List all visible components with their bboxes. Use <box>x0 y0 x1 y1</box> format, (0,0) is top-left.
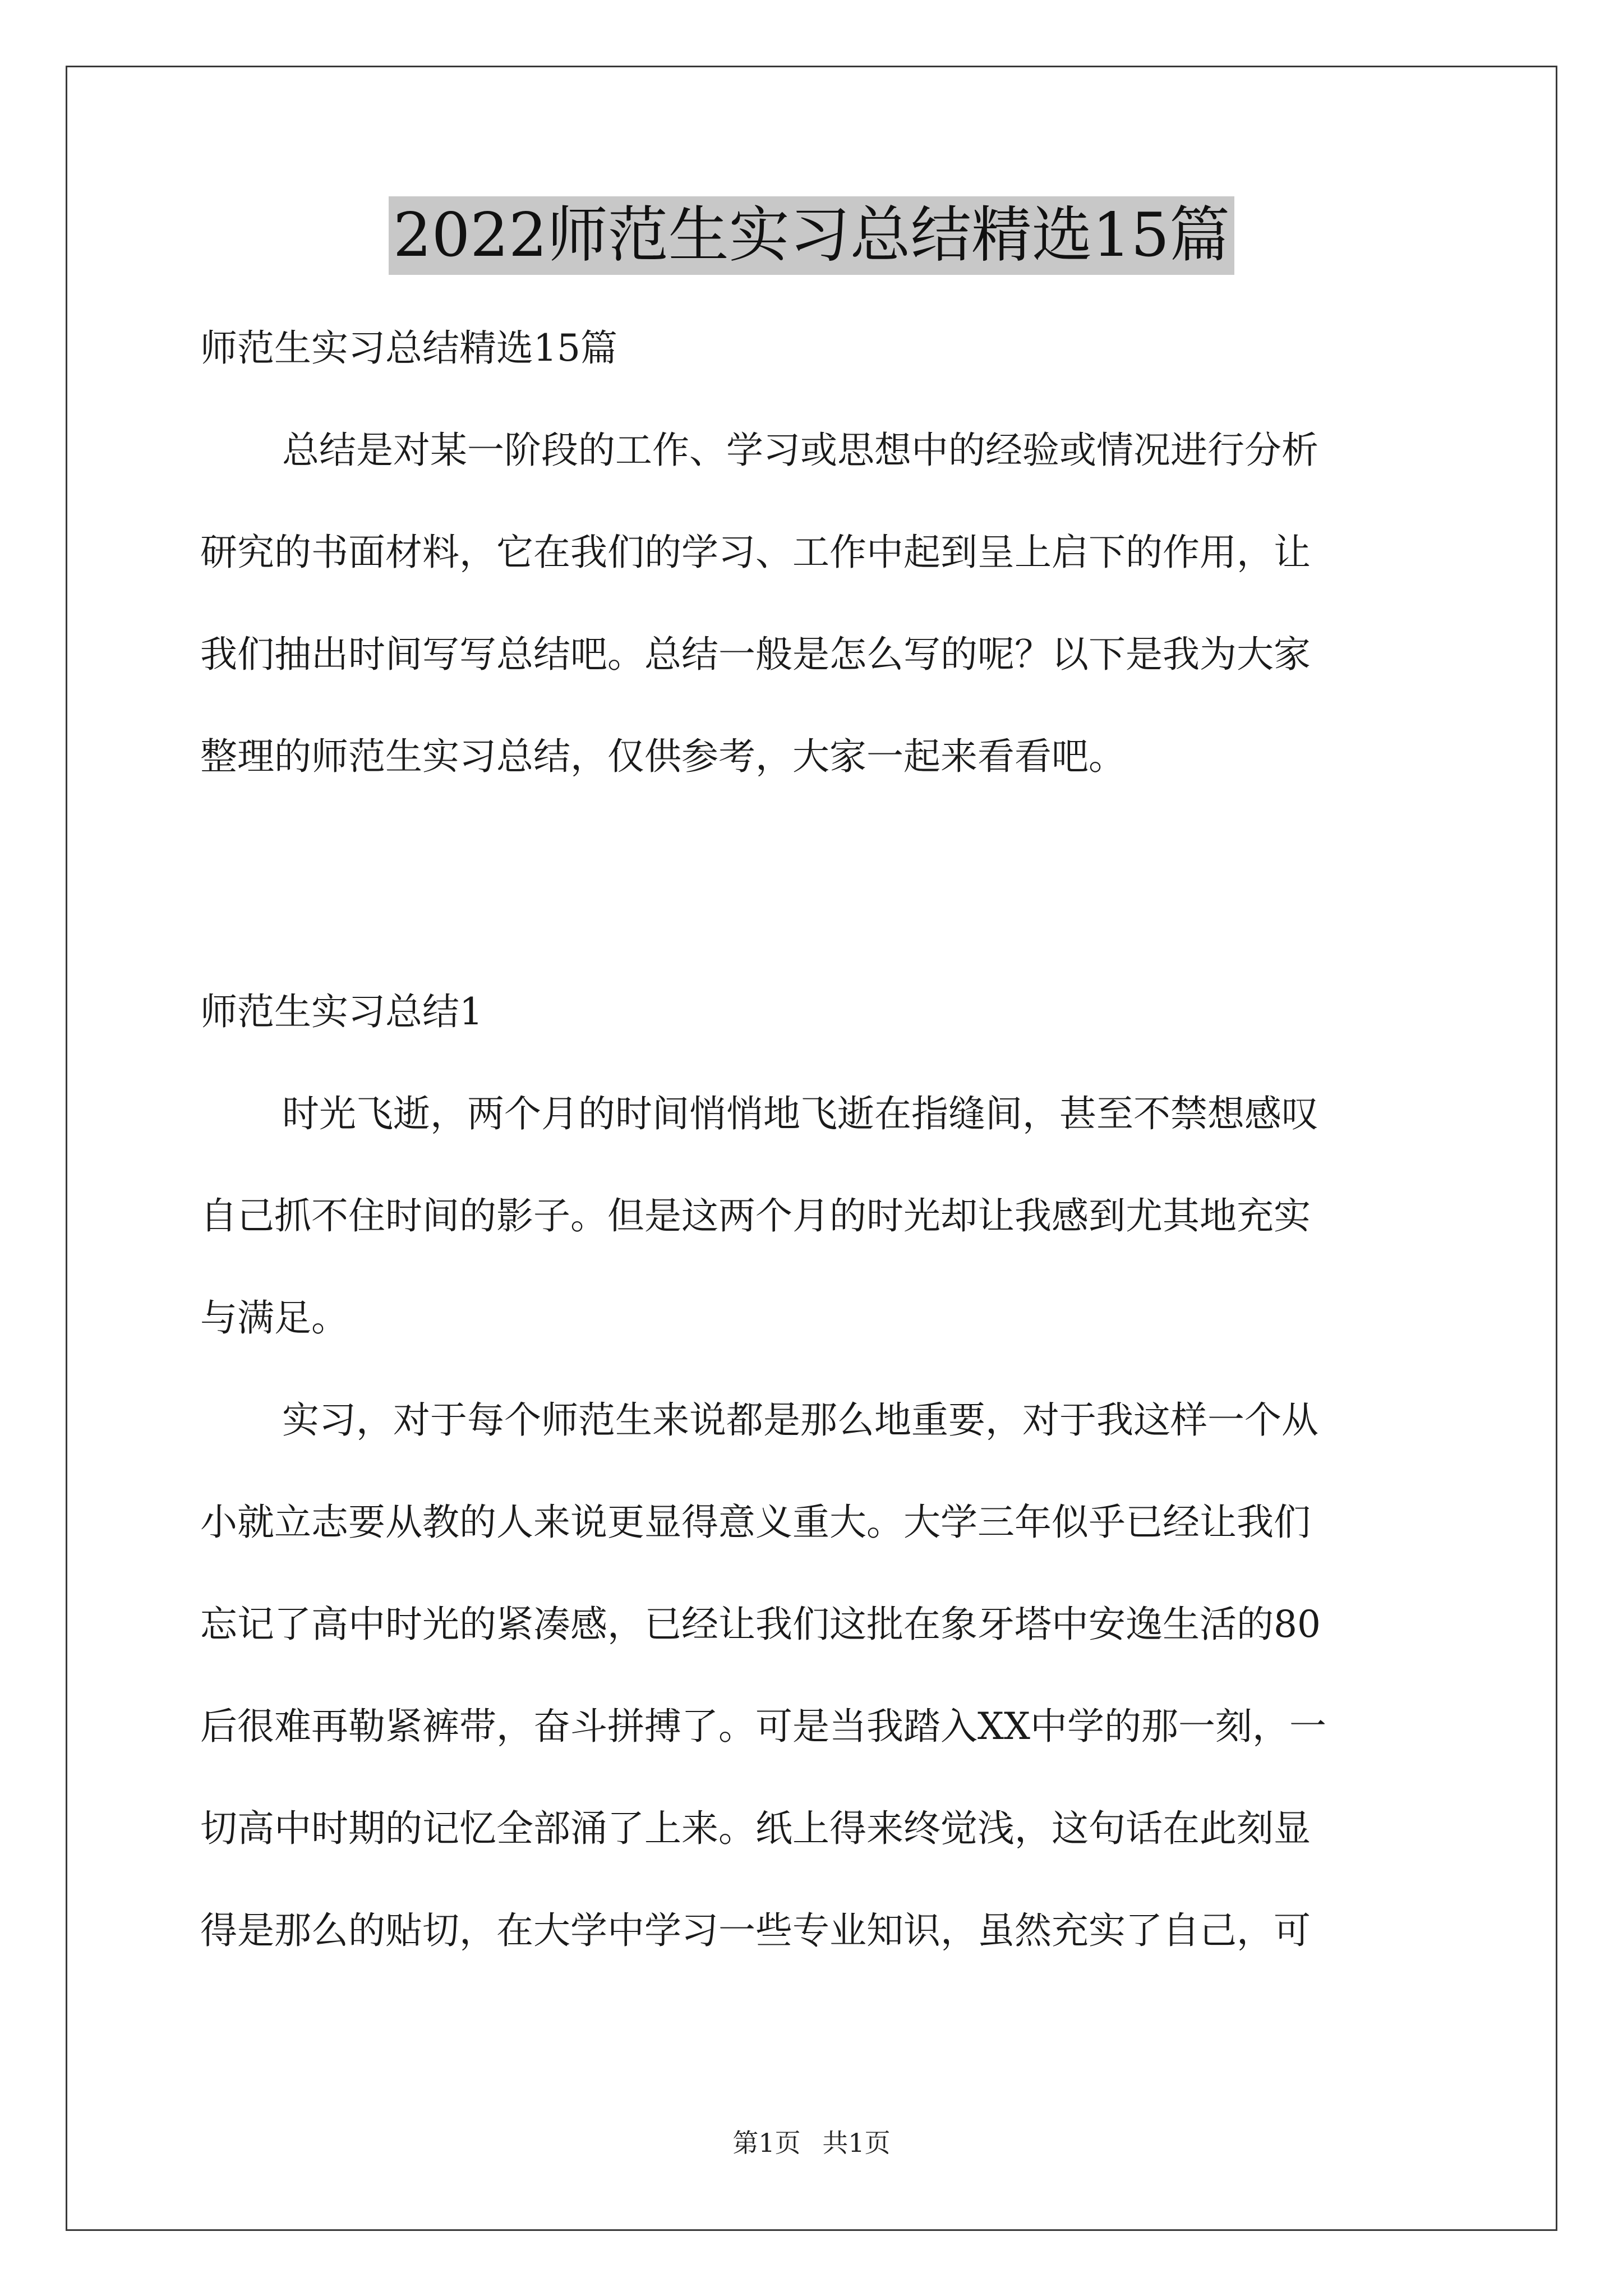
page-number: 第1页 <box>732 2128 801 2158</box>
paragraph-line: 实习，对于每个师范生来说都是那么地重要，对于我这样一个从 <box>282 1398 1318 1442</box>
paragraph-line: 切高中时期的记忆全部涌了上来。纸上得来终觉浅，这句话在此刻显 <box>200 1807 1311 1850</box>
page-count: 共1页 <box>822 2128 891 2158</box>
title-container <box>0 196 1623 275</box>
paragraph-line: 后很难再勒紧裤带，奋斗拼搏了。可是当我踏入XX中学的那一刻，一 <box>200 1705 1326 1748</box>
section1-paragraph-1 <box>200 1063 1428 1369</box>
document-title: 2022师范生实习总结精选15篇 <box>389 196 1234 275</box>
paragraph-line: 忘记了高中时光的紧凑感，已经让我们这批在象牙塔中安逸生活的80 <box>200 1603 1321 1646</box>
intro-paragraph <box>200 399 1428 808</box>
section-heading: 师范生实习总结1 <box>200 990 483 1033</box>
paragraph-line: 小就立志要从教的人来说更显得意义重大。大学三年似乎已经让我们 <box>200 1501 1311 1544</box>
paragraph-line: 自己抓不住时间的影子。但是这两个月的时光却让我感到尤其地充实 <box>200 1194 1311 1237</box>
page-footer <box>0 2126 1623 2160</box>
paragraph-line: 时光飞逝，两个月的时间悄悄地飞逝在指缝间，甚至不禁想感叹 <box>282 1092 1318 1135</box>
document-subtitle: 师范生实习总结精选15篇 <box>200 326 617 370</box>
intro-line: 整理的师范生实习总结，仅供参考，大家一起来看看吧。 <box>200 735 1126 778</box>
section1-paragraph-2 <box>200 1369 1428 1982</box>
intro-line: 研究的书面材料，它在我们的学习、工作中起到呈上启下的作用，让 <box>200 531 1311 574</box>
paragraph-line: 得是那么的贴切，在大学中学习一些专业知识，虽然充实了自己，可 <box>200 1909 1311 1952</box>
intro-line: 总结是对某一阶段的工作、学习或思想中的经验或情况进行分析 <box>282 429 1318 472</box>
intro-line: 我们抽出时间写写总结吧。总结一般是怎么写的呢？以下是我为大家 <box>200 633 1311 676</box>
paragraph-line: 与满足。 <box>200 1296 348 1340</box>
